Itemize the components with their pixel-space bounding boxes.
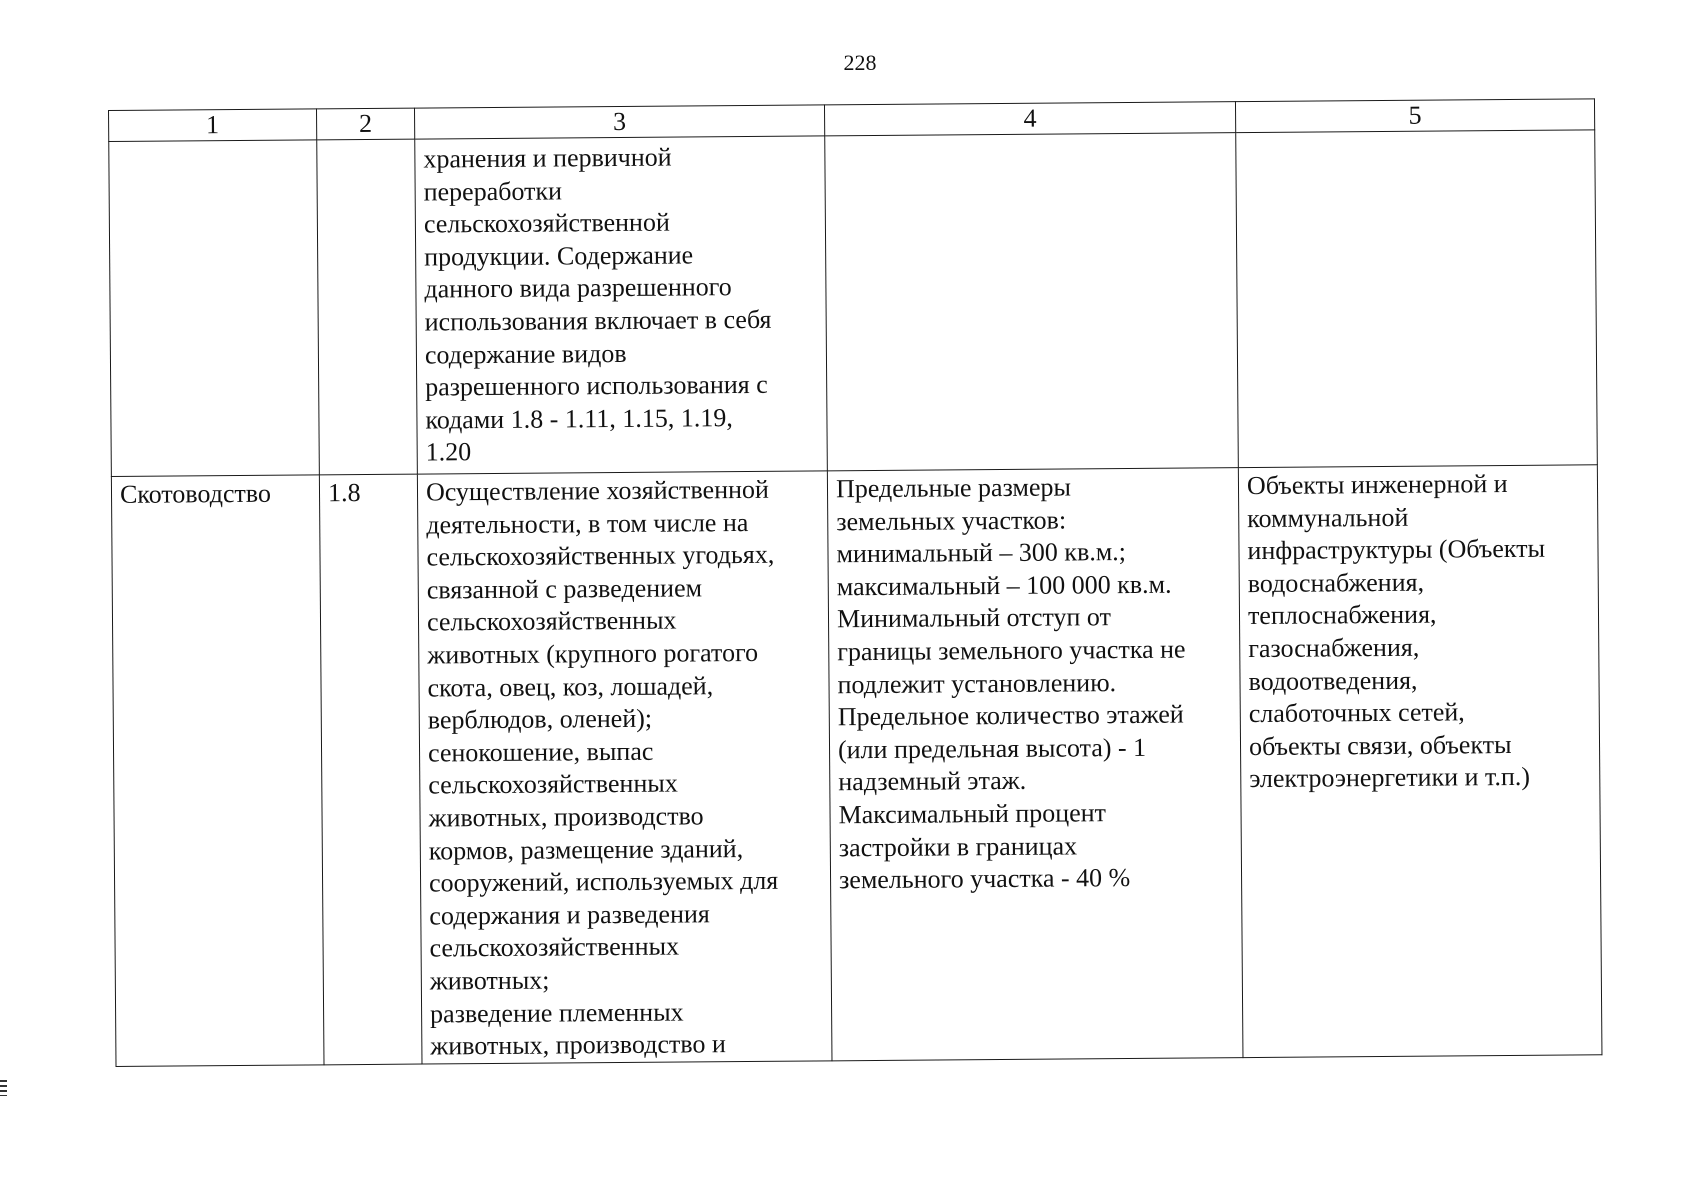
scan-margin-mark xyxy=(0,1080,7,1096)
table-cell xyxy=(109,140,320,477)
parameters-text: Предельные размеры земельных участков: минимальный – 300 кв.м.; максимальный – 100 000 кв.м. Минимальный отступ от границы земельного участка не подлежит установлению. Предельное количество этажей (или предельная высота) - 1 надземный этаж. Максимальный процент застройки в границах земельного участка - 40 % xyxy=(835,472,1186,895)
table-cell xyxy=(827,468,1243,1061)
column-header-4: 4 xyxy=(824,102,1235,136)
table-cell xyxy=(415,136,828,474)
table-row xyxy=(111,465,1602,1066)
land-use-code: 1.8 xyxy=(327,478,361,508)
column-header-3: 3 xyxy=(414,105,824,139)
cell-text xyxy=(117,144,308,146)
column-header-2: 2 xyxy=(316,108,414,140)
table-cell xyxy=(319,474,422,1064)
table-cell xyxy=(317,139,418,475)
description-text: хранения и первичной переработки сельскохозяйственной продукции. Содержание данного вида разрешенного использования включает в себя содержание видов разрешенного использования с кодами 1.8 - 1.11, 1.15, 1.19, 1.20 xyxy=(423,142,772,467)
description-text: Осуществление хозяйственной деятельности, в том числе на сельскохозяйственных угодьях, связанной с разведением сельскохозяйственных животных (крупного рогатого скота, овец, коз, лошадей, верблюдов, оленей); сенокошение, выпас сельскохозяйственных животных, производство кормов, размещение зданий, сооружений, используемых для содержания и разведения сельскохозяйственных животных; разведение племенных животных, производство и xyxy=(425,474,779,1061)
infrastructure-text: Объекты инженерной и коммунальной инфраструктуры (Объекты водоснабжения, теплоснабжения, газоснабжения, водоотведения, слаботочных сетей, объекты связи, объекты электроэнергетики и т.п.) xyxy=(1246,469,1546,794)
table-cell xyxy=(1238,465,1602,1057)
column-header-1: 1 xyxy=(109,109,317,142)
table-row xyxy=(109,130,1598,477)
cell-text xyxy=(1244,134,1586,137)
column-header-5: 5 xyxy=(1235,99,1594,133)
table-cell xyxy=(825,133,1239,471)
page-number: 228 xyxy=(843,50,877,75)
cell-text xyxy=(325,144,406,145)
zoning-table xyxy=(108,98,1602,1066)
table-cell xyxy=(111,475,324,1066)
table-cell xyxy=(1236,130,1598,468)
table-cell xyxy=(417,471,832,1064)
cell-text xyxy=(833,137,1227,140)
land-use-name: Скотоводство xyxy=(119,478,272,509)
